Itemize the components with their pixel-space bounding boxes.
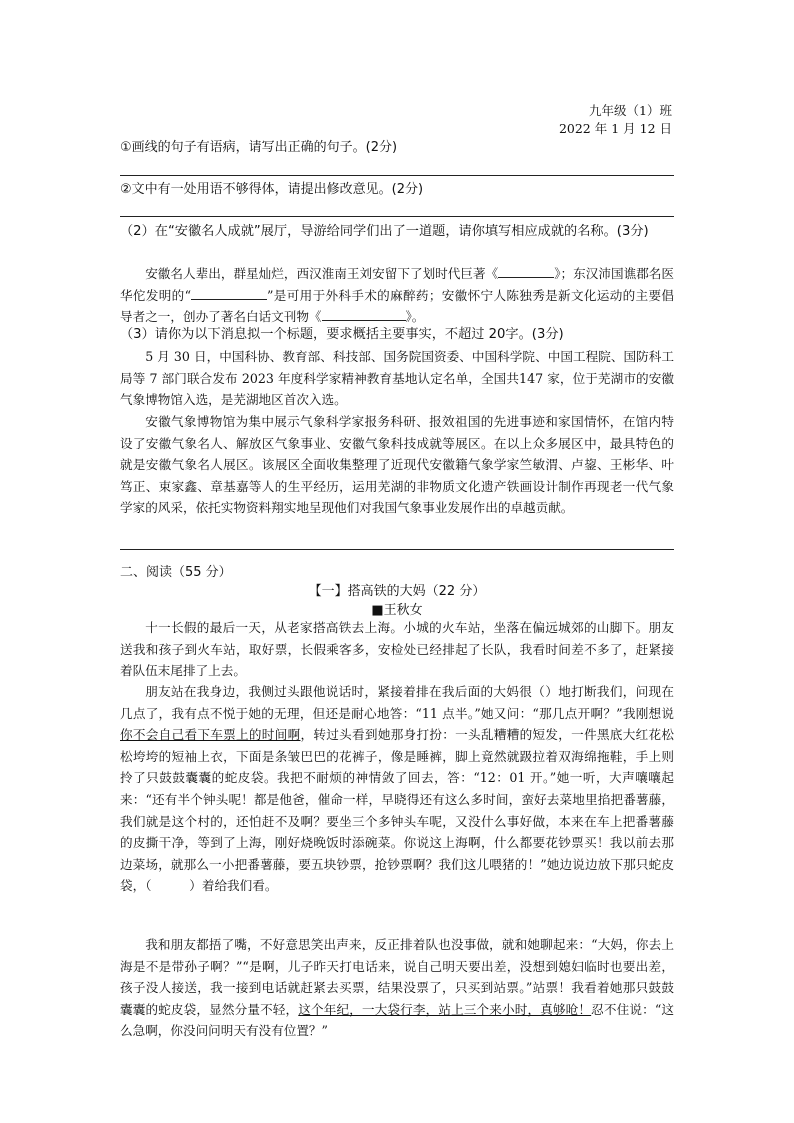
exam-date: 2022 年 1 月 12 日 [558,121,672,136]
blank-book-1[interactable] [498,263,554,278]
question-1-sub2: ②文中有一处用语不够得体，请提出修改意见。(2分) [120,182,424,197]
q2-text-d: 》。 [405,309,425,325]
story-paragraph-3 [120,934,674,1042]
q2-text-c: ”是可用于外科手术的麻醉药；安徽怀宁人陈独秀是新文化运动的主要倡导者之一，创办了著名白话文刊物《 [120,287,674,325]
underlined-sentence-2: 这个年纪，一大袋行李，站上三个来小时，真够呛！ [298,1001,592,1017]
question-1-sub1: ①画线的句子有语病，请写出正确的句子。(2分) [120,140,398,155]
underlined-sentence-1: 你不会自己看下车票上的时间啊 [120,727,301,743]
blank-journal[interactable] [322,306,406,321]
reading-section-title: 二、阅读（55 分） [120,565,232,580]
story-title: 【一】搭高铁的大妈（22 分） [308,584,486,599]
answer-line-1[interactable] [120,175,674,176]
p2-text-c: ，转过头看到她那身打扮：一头乱糟糟的短发，一件黑底大红花松松垮垮的短袖上衣，下面是条皱巴巴的花裤子，像是睡裤，脚上竟然就趿拉着双海绵拖鞋，手上则拎了只鼓鼓囊囊的蛇皮袋。我把不耐烦的神情敛了回去，答：“12：01 开。”她一听，大声嚷嚷起来：“还有半个钟头呢！都是他爸，催命一样，早晓得还有这么多时间，蛮好去菜地里掐把番薯藤，我们就是这个村的，还怕赶不及啊？要坐三个多钟头车呢，又没什么事好做，本来在车上把番薯藤的皮撕干净，等到了上海，刚好烧晚饭时添碗菜。你说这上海啊，什么都要花钞票买！我以前去那边菜场，就那么一小把番薯藤，要五块钞票，抢钞票啊？我们这儿喂猪的！”她边说边放下那只蛇皮袋，（ [120,727,674,894]
blank-2[interactable] [151,878,189,893]
news-paragraph-1: 5 月 30 日，中国科协、教育部、科技部、国务院国资委、中国科学院、中国工程院、国防科工局等 7 部门联合发布 2023 年度科学家精神教育基地认定名单，全国共147 家，位于芜湖市的安徽气象博物馆入选，是芜湖地区首次入选。 [120,349,674,408]
answer-line-2[interactable] [120,216,674,217]
question-2-prompt: （2）在“安徽名人成就”展厅，导游给同学们出了一道题，请你填写相应成就的名称。(3分) [120,224,649,239]
q2-text-b: 》；东汉沛国谯郡名医华佗发明的“ [120,266,675,303]
question-3-prompt: （3）请你为以下消息拟一个标题，要求概括主要事实，不超过 20字。(3分) [120,327,564,342]
p2-text-a: 朋友站在我身边，我侧过头跟他说话时，紧接着排在我后面的大妈很（ [145,684,546,699]
story-paragraph-1: 十一长假的最后一天，从老家搭高铁去上海。小城的火车站，坐落在偏远城郊的山脚下。朋友送我和孩子到火车站，取好票，长假乘客多，安检处已经排起了长队，我看时间差不多了，赶紧接着队伍末尾排了上去。 [120,620,674,679]
answer-line-title[interactable] [120,549,674,550]
story-author: ■王秋女 [371,603,423,618]
p2-text-d: ）着给我们看。 [189,878,278,894]
p2-text-b: ）地打断我们，问现在几点了，我有点不悦于她的无理，但还是耐心地答：“11 点半。”她又问：“那几点开啊？”我刚想说 [120,684,675,721]
class-label: 九年级（1）班 [589,103,672,118]
story-paragraph-2 [120,681,674,897]
p3-text-b: 忍不住说：“这么急啊，你没问问明天有没有位置？” [120,1001,674,1039]
p3-text-a: 我和朋友都捂了嘴，不好意思笑出声来，反正排着队也没事做，就和她聊起来：“大妈，你去上海是不是带孙子啊？”“是啊，儿子昨天打电话来，说自己明天要出差，没想到媳妇临时也要出差，孩子没人接送，我一接到电话就赶紧去买票，结果没票了，只买到站票。”站票！我看着她那只鼓鼓囊囊的蛇皮袋，显然分量不轻， [120,937,674,1017]
news-paragraph-2: 安徽气象博物馆为集中展示气象科学家报务科研、报效祖国的先进事迹和家国情怀，在馆内特设了安徽气象名人、解放区气象事业、安徽气象科技成就等展区。在以上众多展区中，最具特色的就是安徽气象名人展区。该展区全面收集整理了近现代安徽籍气象学家竺敏渭、卢鋆、王彬华、叶笃正、束家鑫、章基嘉等人的生平经历，运用芜湖的非物质文化遗产铁画设计制作再现老一代气象学家的风采，依托实物资料翔实地呈现他们对我国气象事业发展作出的卓越贡献。 [120,414,674,516]
q2-text-a: 安徽名人辈出，群星灿烂，西汉淮南王刘安留下了划时代巨著《 [145,266,499,281]
question-2-text [120,263,674,328]
blank-anesthetic[interactable] [191,285,267,300]
